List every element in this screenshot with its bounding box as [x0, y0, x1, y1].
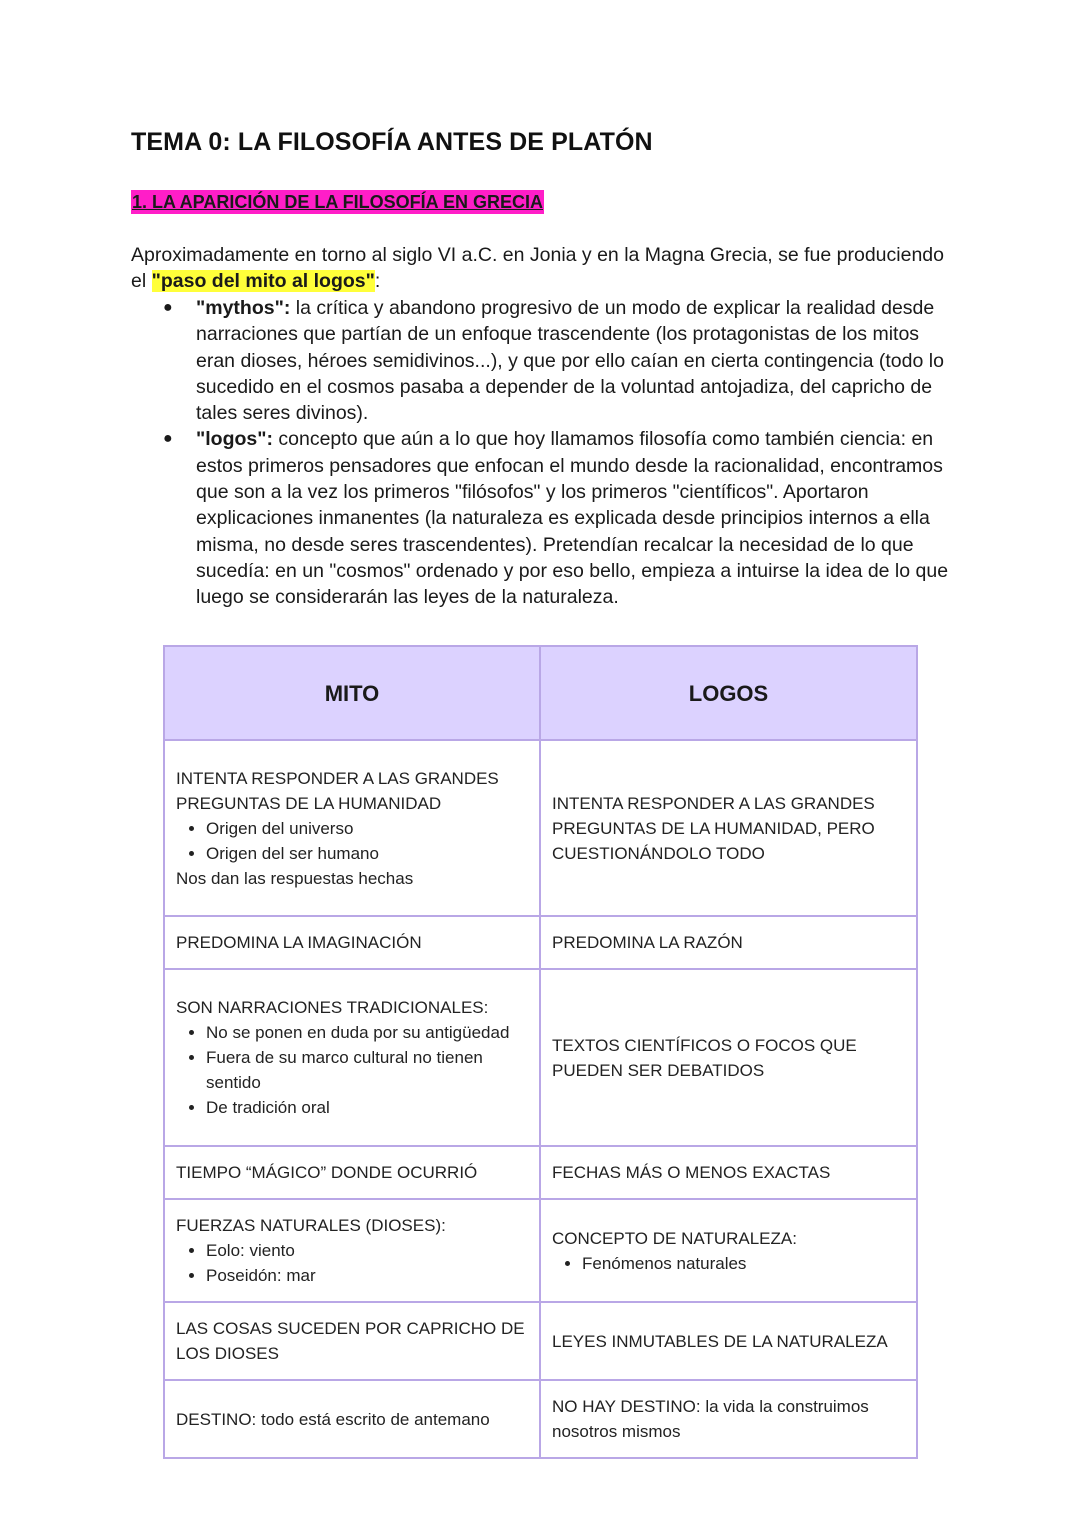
cell-text: INTENTA RESPONDER A LAS GRANDES PREGUNTAS DE LA HUMANIDAD — [176, 768, 499, 813]
cell-list-item: • No se ponen en duda por su antigüedad — [206, 1020, 528, 1045]
cell-list-item: • Fuera de su marco cultural no tienen sentido — [206, 1045, 528, 1095]
header-mito: MITO — [164, 646, 540, 740]
intro-text-end: : — [374, 270, 381, 292]
cell-text: Nos dan las respuestas hechas — [176, 868, 414, 888]
table-cell-logos — [540, 1302, 917, 1380]
cell-list-item: • Fenómenos naturales — [582, 1251, 905, 1276]
cell-text: INTENTA RESPONDER A LAS GRANDES PREGUNTAS DE LA HUMANIDAD, PERO CUESTIONÁNDOLO TODO — [552, 793, 875, 863]
bullet-mythos — [131, 295, 961, 426]
cell-text: FECHAS MÁS O MENOS EXACTAS — [552, 1163, 831, 1182]
cell-list — [176, 1020, 528, 1120]
cell-text: FUERZAS NATURALES (DIOSES): — [176, 1216, 446, 1235]
cell-text: LEYES INMUTABLES DE LA NATURALEZA — [552, 1331, 888, 1351]
cell-list-item: • Origen del ser humano — [206, 841, 528, 866]
bullet-dot-icon: ● — [163, 430, 173, 448]
bullet-term: "logos": — [196, 428, 273, 451]
cell-text: PREDOMINA LA RAZÓN — [552, 933, 743, 952]
table-row — [164, 1146, 917, 1199]
bullet-text: la crítica y abandono progresivo de un modo de explicar la realidad desde narraciones que partían de un enfoque trascendente (los protagonistas de los mitos eran dioses, héroes semidivinos...), y que por ello caían en cierta contingencia (todo lo sucedido en el cosmos pasaba a depender de la voluntad antojadiza, del capricho de tales seres divinos). — [196, 297, 944, 425]
table-cell-mito — [164, 1302, 540, 1380]
intro-text: Aproximadamente en torno al siglo VI a.C. en Jonia y en la Magna Grecia, se fue produciendo el — [131, 244, 944, 292]
table-row — [164, 1302, 917, 1380]
intro-paragraph — [131, 242, 951, 294]
concept-list — [131, 295, 961, 611]
table-row — [164, 1380, 917, 1458]
cell-text: DESTINO: todo está escrito de antemano — [176, 1409, 490, 1429]
table-cell-mito — [164, 916, 540, 969]
cell-list-item: • De tradición oral — [206, 1095, 528, 1120]
mito-logos-table — [163, 645, 918, 1459]
table-body — [164, 740, 917, 1458]
table-row — [164, 740, 917, 916]
cell-text: CONCEPTO DE NATURALEZA: — [552, 1228, 797, 1248]
bullet-logos — [131, 426, 961, 610]
cell-list — [176, 1238, 528, 1288]
cell-text: NO HAY DESTINO: la vida la construimos nosotros mismos — [552, 1397, 869, 1441]
cell-text: TEXTOS CIENTÍFICOS O FOCOS QUE PUEDEN SER DEBATIDOS — [552, 1035, 857, 1080]
table-cell-logos — [540, 1146, 917, 1199]
header-logos: LOGOS — [540, 646, 917, 740]
cell-text: TIEMPO “MÁGICO” DONDE OCURRIÓ — [176, 1163, 478, 1182]
section-heading: 1. LA APARICIÓN DE LA FILOSOFÍA EN GRECIA — [132, 192, 544, 212]
table-header-row — [164, 646, 917, 740]
bullet-term: "mythos": — [196, 297, 291, 319]
table-cell-mito — [164, 740, 540, 916]
table-row — [164, 1199, 917, 1302]
cell-text: PREDOMINA LA IMAGINACIÓN — [176, 933, 422, 952]
cell-text: SON NARRACIONES TRADICIONALES: — [176, 998, 489, 1017]
table-cell-mito — [164, 1380, 540, 1458]
table-cell-logos — [540, 740, 917, 916]
intro-highlight: "paso del mito al logos" — [151, 270, 375, 292]
table-cell-mito — [164, 1146, 540, 1199]
table-cell-logos — [540, 916, 917, 969]
table-row — [164, 969, 917, 1146]
bullet-text: concepto que aún a lo que hoy llamamos filosofía como también ciencia: en estos primeros pensadores que enfocan el mundo desde la racionalidad, encontramos que son a la vez los primeros "filósofos" y los primeros "científicos". Aportaron explicaciones inmanentes (la naturaleza es explicada desde principios internos a ella misma, no desde seres trascendentes). Pretendían recalcar la necesidad de lo que sucedía: en un "cosmos" ordenado y por eso bello, empieza a intuirse la idea de lo que luego se considerarán las leyes de la naturaleza. — [196, 428, 949, 609]
cell-list-item: • Origen del universo — [206, 816, 528, 841]
cell-text: LAS COSAS SUCEDEN POR CAPRICHO DE LOS DIOSES — [176, 1319, 525, 1363]
table-row — [164, 916, 917, 969]
cell-list-item: • Poseidón: mar — [206, 1263, 528, 1288]
cell-list-item: • Eolo: viento — [206, 1238, 528, 1263]
table-cell-logos — [540, 1380, 917, 1458]
cell-list — [176, 816, 528, 866]
table-cell-mito — [164, 1199, 540, 1302]
table-cell-logos — [540, 1199, 917, 1302]
page-title: TEMA 0: LA FILOSOFÍA ANTES DE PLATÓN — [131, 128, 653, 156]
table-cell-logos — [540, 969, 917, 1146]
bullet-dot-icon: ● — [163, 299, 173, 316]
table-cell-mito — [164, 969, 540, 1146]
cell-list — [552, 1251, 905, 1276]
